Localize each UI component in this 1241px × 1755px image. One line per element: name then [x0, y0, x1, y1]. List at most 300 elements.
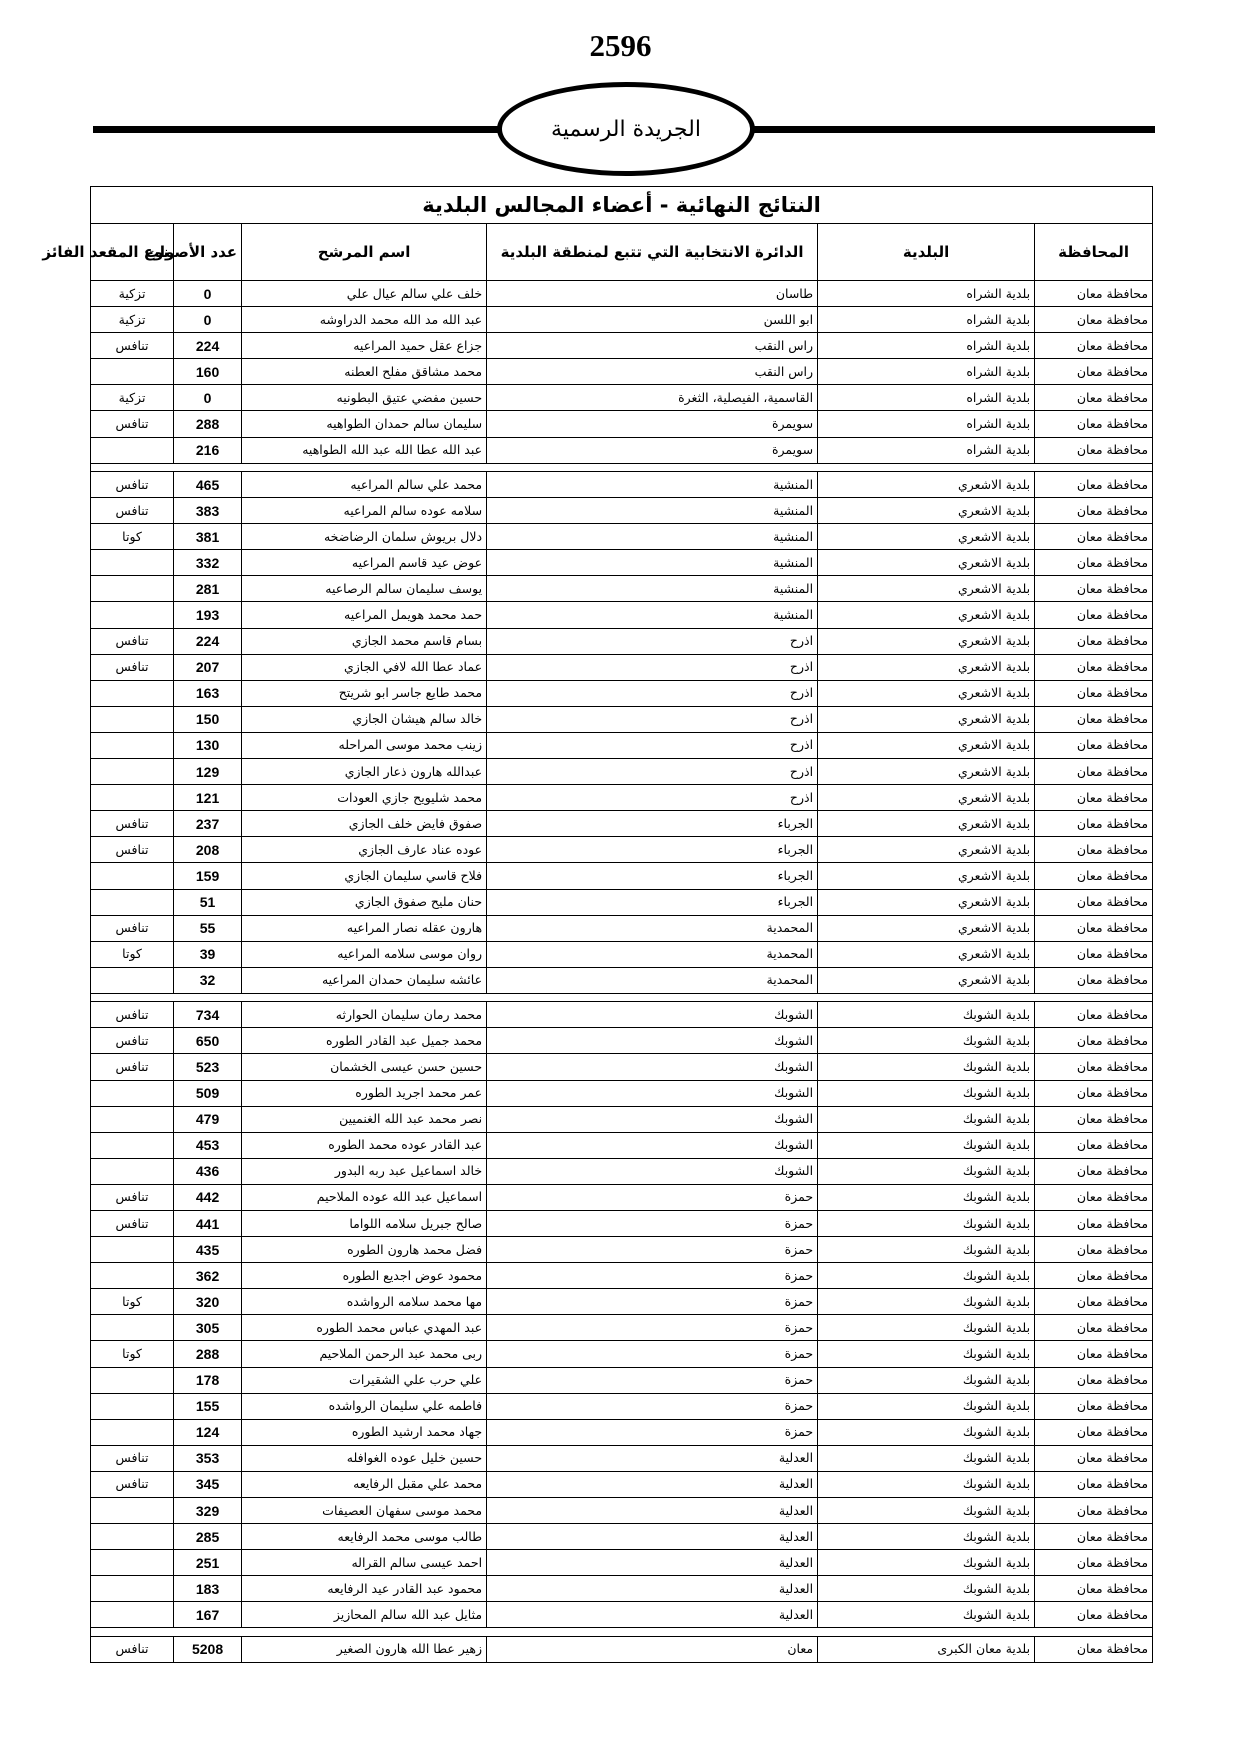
table-row [91, 1263, 1153, 1289]
table-row [91, 889, 1153, 915]
cell-municipality: بلدية الاشعري [818, 472, 1035, 498]
cell-seat-type: تنافس [91, 1184, 174, 1210]
cell-district: سويمرة [487, 437, 818, 463]
cell-municipality: بلدية الشوبك [818, 1158, 1035, 1184]
cell-candidate: محمد علي مقبل الرفايعه [242, 1471, 487, 1497]
cell-district: المنشية [487, 498, 818, 524]
cell-votes: 353 [174, 1445, 242, 1471]
cell-district: الجرباء [487, 837, 818, 863]
cell-governorate: محافظة معان [1035, 411, 1153, 437]
cell-seat-type: تنافس [91, 1054, 174, 1080]
table-row [91, 333, 1153, 359]
cell-district: ابو اللسن [487, 307, 818, 333]
table-title: النتائج النهائية - أعضاء المجالس البلدية [91, 187, 1153, 224]
cell-district: المحمدية [487, 941, 818, 967]
table-row [91, 1576, 1153, 1602]
cell-candidate: عمر محمد اجريد الطوره [242, 1080, 487, 1106]
cell-votes: 0 [174, 307, 242, 333]
cell-governorate: محافظة معان [1035, 333, 1153, 359]
cell-governorate: محافظة معان [1035, 1419, 1153, 1445]
cell-seat-type [91, 1263, 174, 1289]
gazette-title-oval [497, 82, 755, 176]
cell-municipality: بلدية الشراه [818, 359, 1035, 385]
table-row [91, 1602, 1153, 1628]
cell-seat-type: تنافس [91, 411, 174, 437]
cell-governorate: محافظة معان [1035, 967, 1153, 993]
cell-seat-type: تنافس [91, 628, 174, 654]
cell-municipality: بلدية الاشعري [818, 498, 1035, 524]
cell-district: راس النقب [487, 333, 818, 359]
cell-municipality: بلدية الاشعري [818, 785, 1035, 811]
cell-district: اذرح [487, 654, 818, 680]
cell-municipality: بلدية الاشعري [818, 654, 1035, 680]
table-row [91, 1341, 1153, 1367]
cell-governorate: محافظة معان [1035, 602, 1153, 628]
cell-district: حمزة [487, 1315, 818, 1341]
table-row [91, 1080, 1153, 1106]
cell-votes: 650 [174, 1028, 242, 1054]
cell-district: العدلية [487, 1524, 818, 1550]
cell-votes: 435 [174, 1237, 242, 1263]
cell-seat-type [91, 1106, 174, 1132]
table-row [91, 628, 1153, 654]
cell-votes: 121 [174, 785, 242, 811]
cell-governorate: محافظة معان [1035, 1158, 1153, 1184]
cell-municipality: بلدية الشوبك [818, 1367, 1035, 1393]
cell-seat-type: كوتا [91, 1289, 174, 1315]
cell-district: الشوبك [487, 1080, 818, 1106]
cell-seat-type: كوتا [91, 1341, 174, 1367]
cell-candidate: حسين مفضي عتيق البطونيه [242, 385, 487, 411]
cell-votes: 160 [174, 359, 242, 385]
cell-governorate: محافظة معان [1035, 706, 1153, 732]
cell-candidate: جهاد محمد ارشيد الطوره [242, 1419, 487, 1445]
cell-municipality: بلدية الشراه [818, 437, 1035, 463]
results-table [42, 186, 1153, 1663]
cell-governorate: محافظة معان [1035, 1237, 1153, 1263]
cell-seat-type [91, 1550, 174, 1576]
cell-seat-type [91, 1080, 174, 1106]
cell-candidate: محمد موسى سفهان العصيفات [242, 1498, 487, 1524]
cell-governorate: محافظة معان [1035, 524, 1153, 550]
cell-seat-type [91, 1158, 174, 1184]
cell-candidate: عبد الله مد الله محمد الدراوشه [242, 307, 487, 333]
cell-candidate: دلال بريوش سلمان الرضاضخه [242, 524, 487, 550]
cell-district: حمزة [487, 1341, 818, 1367]
cell-votes: 150 [174, 706, 242, 732]
table-row [91, 1184, 1153, 1210]
table-row [91, 1210, 1153, 1236]
cell-governorate: محافظة معان [1035, 472, 1153, 498]
cell-candidate: محمد طايع جاسر ابو شريتح [242, 680, 487, 706]
cell-candidate: عبدالله هارون ذعار الجازي [242, 759, 487, 785]
cell-district: راس النقب [487, 359, 818, 385]
table-row [91, 602, 1153, 628]
cell-district: حمزة [487, 1289, 818, 1315]
cell-governorate: محافظة معان [1035, 1315, 1153, 1341]
cell-votes: 193 [174, 602, 242, 628]
cell-votes: 0 [174, 385, 242, 411]
cell-municipality: بلدية الاشعري [818, 524, 1035, 550]
cell-votes: 5208 [174, 1636, 242, 1662]
page-number: 2596 [589, 28, 652, 63]
cell-votes: 285 [174, 1524, 242, 1550]
cell-votes: 224 [174, 628, 242, 654]
cell-governorate: محافظة معان [1035, 498, 1153, 524]
cell-votes: 224 [174, 333, 242, 359]
cell-municipality: بلدية الشوبك [818, 1393, 1035, 1419]
cell-governorate: محافظة معان [1035, 359, 1153, 385]
cell-candidate: اسماعيل عبد الله عوده الملاحيم [242, 1184, 487, 1210]
table-row [91, 1028, 1153, 1054]
cell-district: الجرباء [487, 889, 818, 915]
cell-district: اذرح [487, 759, 818, 785]
cell-district: حمزة [487, 1184, 818, 1210]
cell-candidate: محمد جميل عبد القادر الطوره [242, 1028, 487, 1054]
cell-seat-type: تنافس [91, 1471, 174, 1497]
cell-governorate: محافظة معان [1035, 628, 1153, 654]
cell-seat-type [91, 1367, 174, 1393]
table-row [91, 281, 1153, 307]
cell-municipality: بلدية الشوبك [818, 1315, 1035, 1341]
cell-votes: 381 [174, 524, 242, 550]
cell-seat-type: كوتا [91, 941, 174, 967]
table-row [91, 1498, 1153, 1524]
cell-seat-type [91, 1419, 174, 1445]
cell-governorate: محافظة معان [1035, 915, 1153, 941]
cell-district: حمزة [487, 1263, 818, 1289]
table-row [91, 1550, 1153, 1576]
cell-governorate: محافظة معان [1035, 1263, 1153, 1289]
cell-seat-type [91, 1393, 174, 1419]
cell-votes: 163 [174, 680, 242, 706]
table-row [91, 550, 1153, 576]
cell-district: المنشية [487, 550, 818, 576]
cell-seat-type: تنافس [91, 1210, 174, 1236]
cell-governorate: محافظة معان [1035, 437, 1153, 463]
cell-governorate: محافظة معان [1035, 1184, 1153, 1210]
cell-governorate: محافظة معان [1035, 680, 1153, 706]
table-row [91, 706, 1153, 732]
group-separator-cell [91, 463, 1153, 471]
cell-seat-type: تزكية [91, 281, 174, 307]
cell-district: اذرح [487, 785, 818, 811]
cell-municipality: بلدية الشوبك [818, 1341, 1035, 1367]
cell-candidate: سليمان سالم حمدان الطواهيه [242, 411, 487, 437]
cell-district: اذرح [487, 706, 818, 732]
cell-seat-type [91, 1576, 174, 1602]
cell-governorate: محافظة معان [1035, 1471, 1153, 1497]
cell-votes: 130 [174, 732, 242, 758]
cell-governorate: محافظة معان [1035, 889, 1153, 915]
cell-governorate: محافظة معان [1035, 1002, 1153, 1028]
cell-candidate: صالح جبريل سلامه اللواما [242, 1210, 487, 1236]
cell-candidate: محمد رمان سليمان الحوارثه [242, 1002, 487, 1028]
cell-candidate: مثايل عبد الله سالم المحازيز [242, 1602, 487, 1628]
results-body [91, 281, 1153, 1663]
cell-district: العدلية [487, 1602, 818, 1628]
cell-municipality: بلدية الاشعري [818, 550, 1035, 576]
cell-votes: 465 [174, 472, 242, 498]
cell-candidate: حسين خليل عوده الغوافله [242, 1445, 487, 1471]
gazette-title: الجريدة الرسمية [551, 116, 701, 142]
cell-votes: 167 [174, 1602, 242, 1628]
cell-municipality: بلدية الاشعري [818, 680, 1035, 706]
cell-municipality: بلدية الشوبك [818, 1210, 1035, 1236]
cell-votes: 207 [174, 654, 242, 680]
cell-seat-type: تنافس [91, 811, 174, 837]
cell-district: طاسان [487, 281, 818, 307]
header-municipality: البلدية [818, 224, 1035, 281]
cell-candidate: حمد محمد هويمل المراعيه [242, 602, 487, 628]
header-seat-type: نوع المقعد الفائز [91, 224, 174, 281]
cell-district: حمزة [487, 1419, 818, 1445]
cell-municipality: بلدية معان الكبرى [818, 1636, 1035, 1662]
cell-candidate: فاطمه علي سليمان الرواشده [242, 1393, 487, 1419]
cell-district: الشوبك [487, 1054, 818, 1080]
cell-candidate: زينب محمد موسى المراحله [242, 732, 487, 758]
cell-votes: 124 [174, 1419, 242, 1445]
cell-candidate: روان موسى سلامه المراعيه [242, 941, 487, 967]
cell-candidate: مها محمد سلامه الرواشده [242, 1289, 487, 1315]
cell-district: حمزة [487, 1237, 818, 1263]
cell-district: العدلية [487, 1471, 818, 1497]
cell-votes: 216 [174, 437, 242, 463]
cell-seat-type [91, 1315, 174, 1341]
table-row [91, 941, 1153, 967]
cell-candidate: عائشه سليمان حمدان المراعيه [242, 967, 487, 993]
cell-governorate: محافظة معان [1035, 550, 1153, 576]
cell-votes: 523 [174, 1054, 242, 1080]
cell-candidate: عوض عيد قاسم المراعيه [242, 550, 487, 576]
cell-district: المحمدية [487, 915, 818, 941]
table-row [91, 1315, 1153, 1341]
table-row [91, 472, 1153, 498]
cell-district: الشوبك [487, 1106, 818, 1132]
cell-district: المحمدية [487, 967, 818, 993]
cell-candidate: ربى محمد عبد الرحمن الملاحيم [242, 1341, 487, 1367]
group-separator [91, 993, 1153, 1001]
table-row [91, 1636, 1153, 1662]
cell-district: الشوبك [487, 1158, 818, 1184]
header-rule-right [93, 126, 503, 133]
table-row [91, 385, 1153, 411]
table-row [91, 811, 1153, 837]
cell-votes: 332 [174, 550, 242, 576]
cell-votes: 281 [174, 576, 242, 602]
cell-votes: 436 [174, 1158, 242, 1184]
cell-votes: 288 [174, 1341, 242, 1367]
table-row [91, 967, 1153, 993]
cell-seat-type: تزكية [91, 385, 174, 411]
cell-candidate: بسام قاسم محمد الجازي [242, 628, 487, 654]
cell-governorate: محافظة معان [1035, 1393, 1153, 1419]
cell-municipality: بلدية الشوبك [818, 1498, 1035, 1524]
cell-municipality: بلدية الاشعري [818, 759, 1035, 785]
cell-district: حمزة [487, 1393, 818, 1419]
cell-governorate: محافظة معان [1035, 281, 1153, 307]
cell-governorate: محافظة معان [1035, 1445, 1153, 1471]
cell-votes: 51 [174, 889, 242, 915]
cell-governorate: محافظة معان [1035, 1602, 1153, 1628]
cell-candidate: فلاح قاسي سليمان الجازي [242, 863, 487, 889]
group-separator-cell [91, 993, 1153, 1001]
cell-votes: 288 [174, 411, 242, 437]
cell-municipality: بلدية الشراه [818, 307, 1035, 333]
cell-seat-type [91, 785, 174, 811]
cell-candidate: محمد علي سالم المراعيه [242, 472, 487, 498]
cell-candidate: صفوق فايض خلف الجازي [242, 811, 487, 837]
cell-district: حمزة [487, 1210, 818, 1236]
cell-governorate: محافظة معان [1035, 576, 1153, 602]
cell-municipality: بلدية الاشعري [818, 889, 1035, 915]
cell-candidate: احمد عيسى سالم القراله [242, 1550, 487, 1576]
cell-governorate: محافظة معان [1035, 1524, 1153, 1550]
cell-votes: 0 [174, 281, 242, 307]
cell-candidate: عبد الله عطا الله عبد الله الطواهيه [242, 437, 487, 463]
cell-municipality: بلدية الاشعري [818, 863, 1035, 889]
table-row [91, 915, 1153, 941]
cell-district: العدلية [487, 1445, 818, 1471]
cell-district: المنشية [487, 602, 818, 628]
cell-municipality: بلدية الشوبك [818, 1028, 1035, 1054]
header-candidate: اسم المرشح [242, 224, 487, 281]
cell-candidate: يوسف سليمان سالم الرصاعيه [242, 576, 487, 602]
cell-municipality: بلدية الشوبك [818, 1471, 1035, 1497]
header-district: الدائرة الانتخابية التي تتبع لمنطقة البلدية [487, 224, 818, 281]
cell-district: العدلية [487, 1576, 818, 1602]
table-row [91, 1471, 1153, 1497]
cell-municipality: بلدية الشوبك [818, 1445, 1035, 1471]
cell-governorate: محافظة معان [1035, 732, 1153, 758]
table-row [91, 498, 1153, 524]
cell-votes: 320 [174, 1289, 242, 1315]
cell-district: حمزة [487, 1367, 818, 1393]
cell-municipality: بلدية الاشعري [818, 706, 1035, 732]
cell-seat-type: تزكية [91, 307, 174, 333]
cell-municipality: بلدية الاشعري [818, 941, 1035, 967]
cell-votes: 453 [174, 1132, 242, 1158]
cell-municipality: بلدية الشوبك [818, 1576, 1035, 1602]
cell-votes: 155 [174, 1393, 242, 1419]
cell-municipality: بلدية الاشعري [818, 628, 1035, 654]
cell-candidate: سلامه عوده سالم المراعيه [242, 498, 487, 524]
cell-governorate: محافظة معان [1035, 811, 1153, 837]
cell-district: الشوبك [487, 1132, 818, 1158]
cell-governorate: محافظة معان [1035, 1028, 1153, 1054]
cell-seat-type [91, 863, 174, 889]
cell-governorate: محافظة معان [1035, 1132, 1153, 1158]
cell-governorate: محافظة معان [1035, 654, 1153, 680]
cell-governorate: محافظة معان [1035, 1210, 1153, 1236]
cell-seat-type [91, 1602, 174, 1628]
cell-votes: 479 [174, 1106, 242, 1132]
cell-votes: 39 [174, 941, 242, 967]
table-row [91, 1393, 1153, 1419]
cell-candidate: محمد مشاقق مفلح العطنه [242, 359, 487, 385]
cell-votes: 55 [174, 915, 242, 941]
cell-municipality: بلدية الشراه [818, 333, 1035, 359]
cell-candidate: نصر محمد عبد الله الغنميين [242, 1106, 487, 1132]
table-row [91, 1132, 1153, 1158]
header-votes: عدد الأصوات [174, 224, 242, 281]
cell-district: المنشية [487, 576, 818, 602]
table-row [91, 863, 1153, 889]
table-row [91, 1237, 1153, 1263]
cell-votes: 734 [174, 1002, 242, 1028]
cell-seat-type: كوتا [91, 524, 174, 550]
cell-seat-type [91, 967, 174, 993]
cell-votes: 159 [174, 863, 242, 889]
cell-governorate: محافظة معان [1035, 1054, 1153, 1080]
cell-candidate: طالب موسى محمد الرفايعه [242, 1524, 487, 1550]
table-row [91, 1445, 1153, 1471]
cell-candidate: عبد القادر عوده محمد الطوره [242, 1132, 487, 1158]
table-row [91, 1054, 1153, 1080]
cell-candidate: عماد عطا الله لافي الجازي [242, 654, 487, 680]
cell-seat-type: تنافس [91, 654, 174, 680]
cell-municipality: بلدية الشوبك [818, 1054, 1035, 1080]
cell-votes: 509 [174, 1080, 242, 1106]
table-row [91, 1106, 1153, 1132]
cell-seat-type [91, 1132, 174, 1158]
cell-municipality: بلدية الشوبك [818, 1106, 1035, 1132]
cell-seat-type [91, 889, 174, 915]
cell-candidate: خالد سالم هيشان الجازي [242, 706, 487, 732]
cell-votes: 183 [174, 1576, 242, 1602]
table-row [91, 1158, 1153, 1184]
cell-municipality: بلدية الشوبك [818, 1419, 1035, 1445]
cell-seat-type [91, 680, 174, 706]
table-row [91, 732, 1153, 758]
cell-municipality: بلدية الشراه [818, 411, 1035, 437]
table-row [91, 576, 1153, 602]
cell-municipality: بلدية الشوبك [818, 1524, 1035, 1550]
cell-district: الشوبك [487, 1002, 818, 1028]
cell-governorate: محافظة معان [1035, 863, 1153, 889]
cell-municipality: بلدية الاشعري [818, 837, 1035, 863]
cell-municipality: بلدية الاشعري [818, 732, 1035, 758]
cell-governorate: محافظة معان [1035, 1636, 1153, 1662]
table-row [91, 1289, 1153, 1315]
cell-municipality: بلدية الشوبك [818, 1550, 1035, 1576]
table-row [91, 837, 1153, 863]
table-row [91, 1524, 1153, 1550]
cell-municipality: بلدية الشراه [818, 385, 1035, 411]
cell-governorate: محافظة معان [1035, 837, 1153, 863]
cell-municipality: بلدية الاشعري [818, 576, 1035, 602]
cell-municipality: بلدية الشوبك [818, 1263, 1035, 1289]
cell-municipality: بلدية الشوبك [818, 1237, 1035, 1263]
cell-governorate: محافظة معان [1035, 941, 1153, 967]
cell-seat-type [91, 759, 174, 785]
cell-votes: 208 [174, 837, 242, 863]
cell-seat-type [91, 706, 174, 732]
header-rule-left [750, 126, 1155, 133]
cell-votes: 237 [174, 811, 242, 837]
cell-governorate: محافظة معان [1035, 1341, 1153, 1367]
cell-seat-type: تنافس [91, 915, 174, 941]
cell-governorate: محافظة معان [1035, 1106, 1153, 1132]
cell-votes: 442 [174, 1184, 242, 1210]
cell-candidate: حسين حسن عيسى الخشمان [242, 1054, 487, 1080]
cell-governorate: محافظة معان [1035, 1550, 1153, 1576]
cell-candidate: جزاع عقل حميد المراعيه [242, 333, 487, 359]
table-row [91, 654, 1153, 680]
cell-governorate: محافظة معان [1035, 1367, 1153, 1393]
cell-seat-type: تنافس [91, 1002, 174, 1028]
cell-seat-type: تنافس [91, 498, 174, 524]
